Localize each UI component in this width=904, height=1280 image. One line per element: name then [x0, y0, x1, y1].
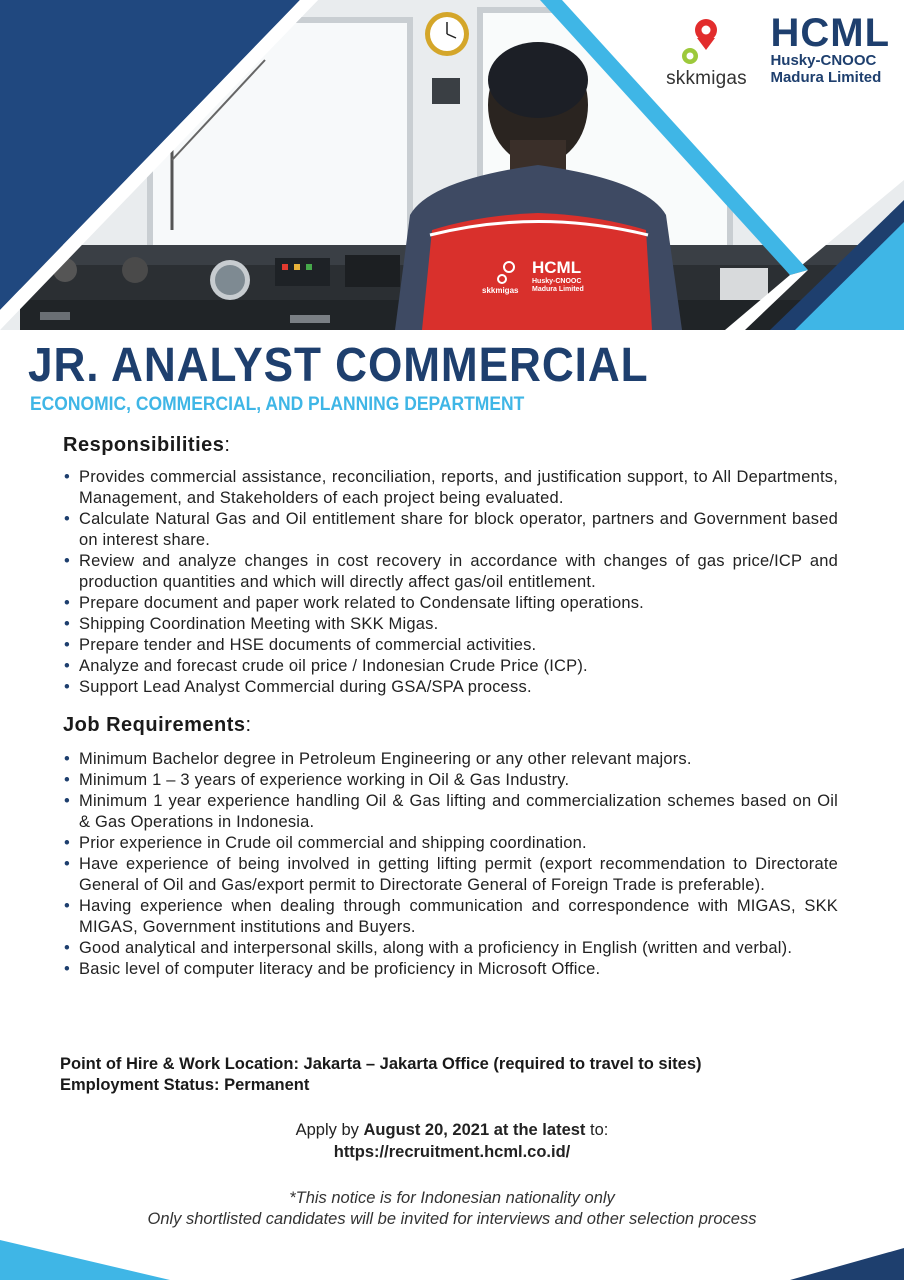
hero-banner: [0, 0, 904, 330]
nationality-note: *This notice is for Indonesian nationality only: [289, 1189, 615, 1207]
apply-line: [0, 1121, 904, 1140]
responsibilities-heading: [63, 434, 230, 457]
jacket-logo-name: HCML: [532, 258, 582, 277]
list-item-text: Have experience of being involved in getting lifting permit (export recommendation to Directorate General of Oil and Gas/export permit to Directorate General of Foreign Trade is preferable).: [79, 855, 838, 894]
list-item-text: Calculate Natural Gas and Oil entitlement share for block operator, partners and Government based on interest share.: [79, 510, 838, 549]
hcml-sub-line1: Husky-CNOOC: [770, 52, 877, 69]
responsibilities-list: [62, 467, 838, 698]
department-subtitle: ECONOMIC, COMMERCIAL, AND PLANNING DEPARTMENT: [30, 394, 525, 415]
list-item: • Good analytical and interpersonal skills, along with a proficiency in English (written and verbal).: [64, 939, 793, 957]
list-item: • Having experience when dealing through communication and correspondence with MIGAS, SKK MIGAS, Government institutions and Buyers.: [64, 897, 838, 936]
requirements-heading: [63, 714, 252, 737]
list-item: • Prepare tender and HSE documents of commercial activities.: [64, 636, 537, 654]
list-item: • Basic level of computer literacy and be proficiency in Microsoft Office.: [64, 960, 601, 978]
requirements-heading-colon: :: [245, 714, 252, 736]
list-item-text: Shipping Coordination Meeting with SKK Migas.: [79, 615, 439, 633]
list-item-text: Review and analyze changes in cost recovery in accordance with changes of gas price/ICP and production quantities and which will directly affect gas/oil entitlement.: [79, 552, 838, 591]
jacket-logo-skk: skkmigas: [482, 286, 519, 295]
apply-prefix: Apply by: [295, 1121, 359, 1139]
list-item: • Provides commercial assistance, reconciliation, reports, and justification support, to All Departments, Management, and Stakeholders of each project being evaluated.: [64, 468, 838, 507]
list-item-text: Prepare tender and HSE documents of commercial activities.: [79, 636, 537, 654]
apply-suffix: to:: [590, 1121, 609, 1139]
jacket-logo-sub: Husky-CNOOC Madura Limited: [532, 278, 584, 293]
requirements-list: [62, 749, 838, 980]
shortlist-note: Only shortlisted candidates will be invited for interviews and other selection process: [147, 1210, 757, 1228]
list-item-text: Minimum 1 – 3 years of experience working in Oil & Gas Industry.: [79, 771, 570, 789]
work-location: Point of Hire & Work Location: Jakarta – Jakarta Office (required to travel to sites): [60, 1055, 702, 1073]
jacket-logo-icon: [496, 260, 518, 286]
requirements-heading-text: Job Requirements: [63, 714, 246, 736]
list-item: • Minimum 1 – 3 years of experience working in Oil & Gas Industry.: [64, 771, 570, 789]
list-item: • Calculate Natural Gas and Oil entitlement share for block operator, partners and Government based on interest share.: [64, 510, 838, 549]
hcml-logo: [770, 11, 890, 86]
responsibilities-heading-colon: :: [224, 434, 231, 456]
list-item: • Prior experience in Crude oil commercial and shipping coordination.: [64, 834, 587, 852]
employment-status: Employment Status: Permanent: [60, 1076, 310, 1094]
skkmigas-text: skkmigas: [666, 68, 747, 89]
list-item-text: Good analytical and interpersonal skills, along with a proficiency in English (written and verbal).: [79, 939, 793, 957]
list-item-text: Provides commercial assistance, reconciliation, reports, and justification support, to All Departments, Management, and Stakeholders of each project being evaluated.: [79, 468, 838, 507]
list-item-text: Minimum 1 year experience handling Oil & Gas lifting and commercialization schemes based on Oil & Gas Operations in Indonesia.: [79, 792, 838, 831]
list-item-text: Analyze and forecast crude oil price / Indonesian Crude Price (ICP).: [79, 657, 588, 675]
list-item: • Have experience of being involved in getting lifting permit (export recommendation to Directorate General of Oil and Gas/export permit to Directorate General of Foreign Trade is preferable).: [64, 855, 838, 894]
apply-deadline: August 20, 2021 at the latest: [363, 1121, 586, 1139]
list-item-text: Prepare document and paper work related to Condensate lifting operations.: [79, 594, 644, 612]
list-item-text: Minimum Bachelor degree in Petroleum Engineering or any other relevant majors.: [79, 750, 692, 768]
list-item-text: Having experience when dealing through communication and correspondence with MIGAS, SKK MIGAS, Government institutions and Buyers.: [79, 897, 838, 936]
list-item: • Prepare document and paper work related to Condensate lifting operations.: [64, 594, 644, 612]
list-item: • Minimum Bachelor degree in Petroleum Engineering or any other relevant majors.: [64, 750, 692, 768]
list-item: • Shipping Coordination Meeting with SKK Migas.: [64, 615, 439, 633]
list-item: • Review and analyze changes in cost recovery in accordance with changes of gas price/ICP and production quantities and which will directly affect gas/oil entitlement.: [64, 552, 838, 591]
list-item: • Analyze and forecast crude oil price / Indonesian Crude Price (ICP).: [64, 657, 588, 675]
list-item-text: Basic level of computer literacy and be proficiency in Microsoft Office.: [79, 960, 601, 978]
responsibilities-heading-text: Responsibilities: [63, 434, 225, 456]
hcml-logo-text: HCML: [770, 11, 890, 55]
list-item: • Support Lead Analyst Commercial during GSA/SPA process.: [64, 678, 532, 696]
job-title: JR. ANALYST COMMERCIAL: [28, 339, 649, 392]
list-item-text: Prior experience in Crude oil commercial and shipping coordination.: [79, 834, 587, 852]
list-item: • Minimum 1 year experience handling Oil & Gas lifting and commercialization schemes based on Oil & Gas Operations in Indonesia.: [64, 792, 838, 831]
logo-group: [656, 11, 890, 90]
skkmigas-logo: [656, 14, 756, 90]
apply-url-link[interactable]: https://recruitment.hcml.co.id/: [333, 1143, 571, 1161]
hcml-sub-line2: Madura Limited: [770, 69, 882, 86]
list-item-text: Support Lead Analyst Commercial during GSA/SPA process.: [79, 678, 532, 696]
